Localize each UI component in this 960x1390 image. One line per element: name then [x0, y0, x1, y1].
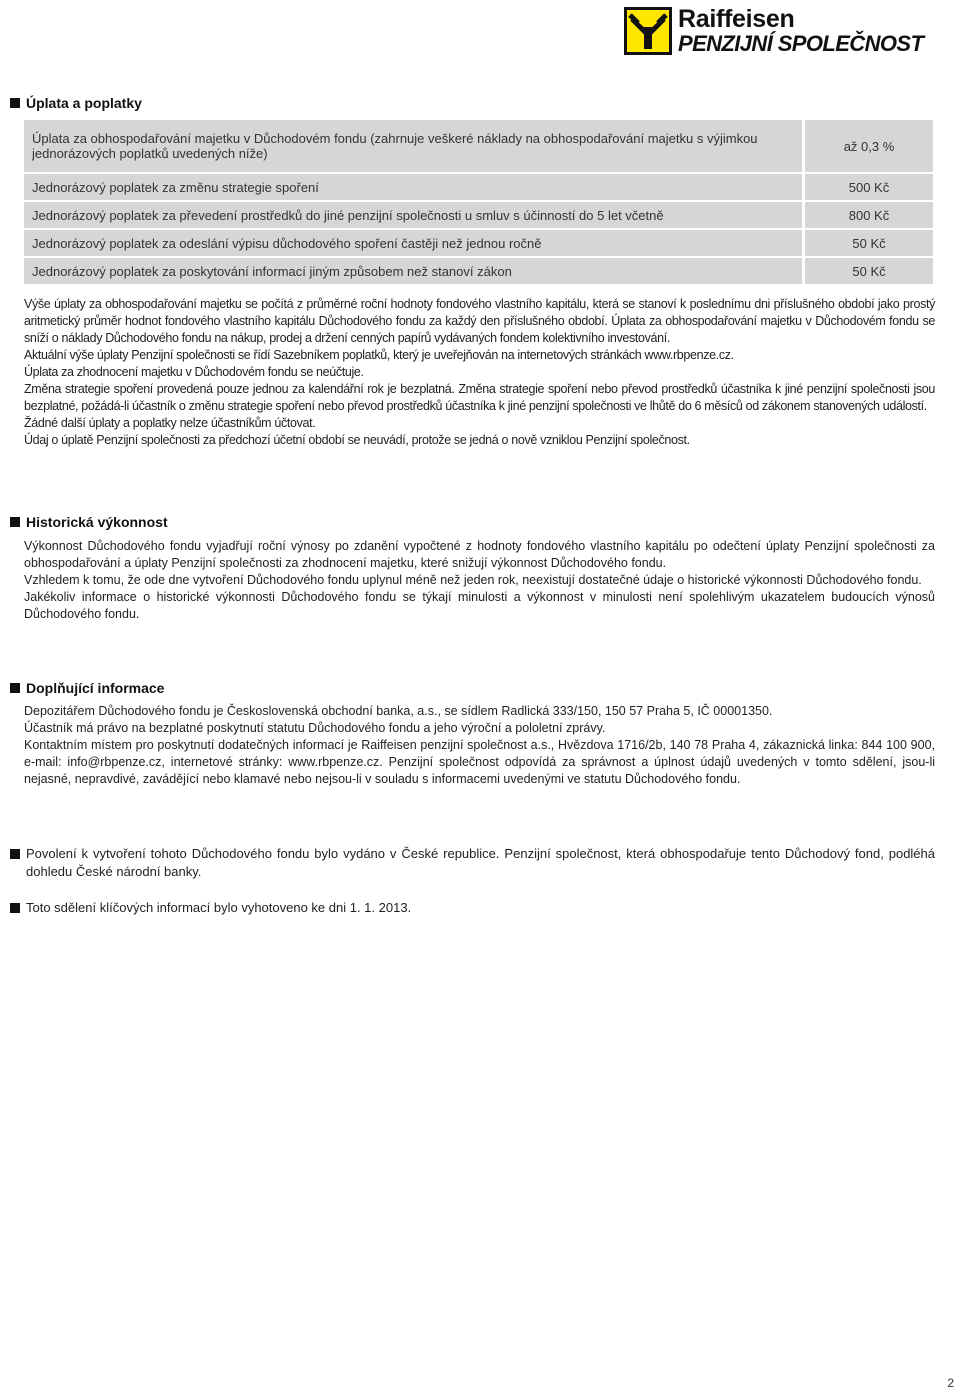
fee-value: až 0,3 %	[805, 120, 933, 172]
history-paragraph: Výkonnost Důchodového fondu vyjadřují roční výnosy po zdanění vypočtené z hodnoty fondového vlastního kapitálu po odečtení úplaty Penzijní společnosti za obhospodařování a úplaty Penzijní společnosti za zhodnocení majetku, které snižují výkonnost Důchodového fondu.	[24, 539, 935, 570]
permit-statement	[10, 845, 935, 881]
history-paragraph: Jakékoliv informace o historické výkonnosti Důchodového fondu se týkají minulosti a výkonnost v minulosti není spolehlivým ukazatelem budoucích výnosů Důchodového fondu.	[24, 590, 935, 621]
info-paragraph: Depozitářem Důchodového fondu je Československá obchodní banka, a.s., se sídlem Radlická 333/150, 150 57 Praha 5, IČ 00001350.	[24, 704, 773, 718]
info-paragraph: Kontaktním místem pro poskytnutí dodatečných informací je Raiffeisen penzijní společnost a.s., Hvězdova 1716/2b, 140 78 Praha 4, zákaznická linka: 844 100 900, e-mail: info@rbpenze.cz, internetové stránky: www.rbpenze.cz. Penzijní společnost odpovídá za správnost a úplnost údajů uvedených v tomto sdělení, jsou-li nejasné, nepravdivé, zavádějící nebo klamavé nebo nejsou-li v souladu s informacemi uvedenými ve statutu Důchodového fondu.	[24, 738, 935, 786]
history-section-heading	[10, 514, 168, 530]
logo-brand: Raiffeisen	[678, 5, 795, 33]
section-title: Úplata a poplatky	[26, 95, 142, 111]
info-section-heading	[10, 680, 164, 696]
table-row	[24, 230, 935, 256]
fees-notes	[24, 296, 935, 449]
history-paragraph: Vzhledem k tomu, že ode dne vytvoření Důchodového fondu uplynul méně než jeden rok, neexistují dostatečné údaje o historické výkonnosti Důchodového fondu.	[24, 573, 922, 587]
square-bullet-icon	[10, 903, 20, 913]
raiffeisen-logo	[624, 4, 923, 58]
section-title: Doplňující informace	[26, 680, 165, 696]
fees-paragraph: Úplata za zhodnocení majetku v Důchodovém fondu se neúčtuje.	[24, 365, 364, 379]
table-row	[24, 120, 935, 172]
square-bullet-icon	[10, 517, 20, 527]
date-statement	[10, 899, 935, 917]
fees-paragraph: Změna strategie spoření provedená pouze jednou za kalendářní rok je bezplatná. Změna strategie spoření nebo převod prostředků účastníka k jiné penzijní společnosti jsou bezplatné, požádá-li účastník o změnu strategie spoření nebo převod prostředků účastníka k jiné penzijní společnosti ve lhůtě do 6 měsíců od zákonem stanovených událostí.	[24, 382, 935, 413]
date-text: Toto sdělení klíčových informací bylo vyhotoveno ke dni 1. 1. 2013.	[26, 900, 412, 915]
table-row	[24, 174, 935, 200]
permit-text: Povolení k vytvoření tohoto Důchodového fondu bylo vydáno v České republice. Penzijní společnost, která obhospodařuje tento Důchodový fond, podléhá dohledu České národní banky.	[26, 846, 935, 879]
fees-paragraph: Žádné další úplaty a poplatky nelze účastníkům účtovat.	[24, 416, 316, 430]
history-text	[24, 538, 935, 623]
section-title: Historická výkonnost	[26, 514, 168, 530]
info-paragraph: Účastník má právo na bezplatné poskytnutí statutu Důchodového fondu a jeho výroční a pololetní zprávy.	[24, 721, 606, 735]
fee-description: Jednorázový poplatek za odeslání výpisu důchodového spoření častěji než jednou ročně	[24, 230, 802, 256]
page-number: 2	[947, 1376, 954, 1390]
fee-value: 500 Kč	[805, 174, 933, 200]
fees-paragraph: Výše úplaty za obhospodařování majetku se počítá z průměrné roční hodnoty fondového vlastního kapitálu, která se stanoví k poslednímu dni příslušného období jako prostý aritmetický průměr hodnot fondového vlastního kapitálu Důchodového fondu za každý den příslušného období. Úplata za obhospodařování majetku v Důchodovém fondu se sníží o náklady Důchodového fondu na nákup, prodej a držení cenných papírů vydávaných fondem kolektivního investování.	[24, 297, 935, 345]
fees-paragraph: Údaj o úplatě Penzijní společnosti za předchozí účetní období se neuvádí, protože se jedná o nově vzniklou Penzijní společnost.	[24, 433, 690, 447]
fee-value: 50 Kč	[805, 230, 933, 256]
fees-table	[24, 120, 935, 286]
square-bullet-icon	[10, 683, 20, 693]
raiffeisen-gable-icon	[624, 7, 672, 55]
square-bullet-icon	[10, 98, 20, 108]
fee-value: 800 Kč	[805, 202, 933, 228]
fees-section-heading	[10, 95, 142, 111]
fee-description: Úplata za obhospodařování majetku v Důchodovém fondu (zahrnuje veškeré náklady na obhospodařování majetku s výjimkou jednorázových poplatků uvedených níže)	[24, 120, 802, 172]
info-text	[24, 703, 935, 788]
table-row	[24, 258, 935, 284]
fee-value: 50 Kč	[805, 258, 933, 284]
table-row	[24, 202, 935, 228]
fees-paragraph: Aktuální výše úplaty Penzijní společnosti se řídí Sazebníkem poplatků, který je uveřejňován na internetových stránkách www.rbpenze.cz.	[24, 348, 734, 362]
square-bullet-icon	[10, 849, 20, 859]
fee-description: Jednorázový poplatek za převedení prostředků do jiné penzijní společnosti u smluv s účinností do 5 let včetně	[24, 202, 802, 228]
fee-description: Jednorázový poplatek za poskytování informací jiným způsobem než stanoví zákon	[24, 258, 802, 284]
logo-subtitle: PENZIJNÍ SPOLEČNOST	[678, 31, 924, 56]
fee-description: Jednorázový poplatek za změnu strategie spoření	[24, 174, 802, 200]
